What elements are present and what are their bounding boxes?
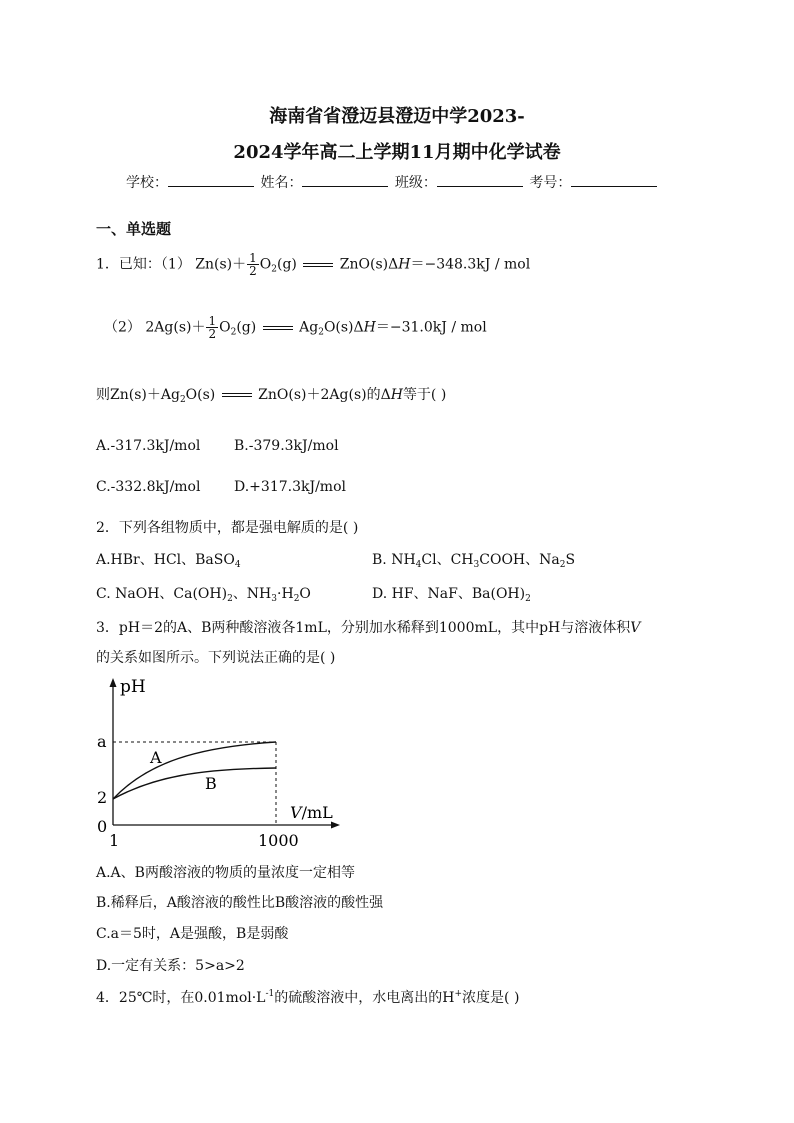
q3-option-b[interactable]: B.稀释后，A酸溶液的酸性比B酸溶液的酸性强 <box>96 895 384 911</box>
q1-option-d[interactable]: D.+317.3kJ/mol <box>234 479 346 495</box>
equals-arrow <box>303 263 333 267</box>
school-label: 学校： <box>126 175 168 191</box>
x-tick-1000: 1000 <box>258 831 299 850</box>
q1-option-c[interactable]: C.-332.8kJ/mol <box>96 479 201 495</box>
name-blank[interactable] <box>302 172 388 187</box>
school-blank[interactable] <box>168 172 254 187</box>
q1-question: 则$Zn(s)+Ag_2O(s)$ ZnO(s)＋2Ag(s)的ΔH等于( ) <box>96 387 447 405</box>
q1-option-a[interactable]: A.-317.3kJ/mol <box>96 438 201 454</box>
q2-option-b[interactable]: B. $NH_4Cl$、$CH_3COOH$、$Na_2S$ <box>372 552 576 570</box>
class-label: 班级： <box>394 175 437 191</box>
x-axis-label: V/mL <box>290 803 333 822</box>
class-blank[interactable] <box>437 172 523 187</box>
q2-option-a[interactable]: A.HBr、HCl、BaSO$_4$ <box>96 552 241 570</box>
q3-stem-line-2: 的关系如图所示。下列说法正确的是( ) <box>96 650 336 666</box>
q1-option-b[interactable]: B.-379.3kJ/mol <box>234 438 339 454</box>
q3-option-a[interactable]: A.A、B两酸溶液的物质的量浓度一定相等 <box>96 865 355 881</box>
q1-equation-1: 1．已知：（1） Zn(s)＋ $\frac{1}{2}$ $O_2(g)$ ZnO(s)ΔH＝−348.3kJ / mol <box>96 251 531 278</box>
y-tick-a: a <box>97 732 107 751</box>
name-label: 姓名： <box>260 175 303 191</box>
ph-volume-chart <box>88 672 348 852</box>
y-axis-arrow <box>110 678 117 687</box>
q2-stem: 2．下列各组物质中，都是强电解质的是( ) <box>96 520 359 536</box>
exam-no-blank[interactable] <box>571 172 657 187</box>
y-tick-0: 0 <box>97 817 108 836</box>
q2-option-c[interactable]: C. NaOH、$Ca(OH)_2$、$NH_3\cdot H_2O$ <box>96 586 311 604</box>
x-axis-arrow <box>331 822 340 829</box>
q3-option-d[interactable]: D.一定有关系：5>a>2 <box>96 958 245 974</box>
curve-b-label: B <box>205 774 217 793</box>
q1-equation-2: （2） 2Ag(s)＋ $\frac{1}{2}$ $O_2(g)$ $Ag_2O(s)\Delta H=-31.0kJ$ / mol <box>104 314 487 341</box>
exam-title-line-2: 2024学年高二上学期11月期中化学试卷 <box>233 142 561 163</box>
equals-arrow <box>263 326 293 330</box>
exam-title-line-1: 海南省省澄迈县澄迈中学2023- <box>269 106 525 127</box>
q3-stem-line-1: 3．pH＝2的A、B两种酸溶液各1mL，分别加水稀释到1000mL，其中pH与溶液体积V <box>96 620 641 636</box>
q2-option-d[interactable]: D. HF、NaF、$Ba(OH)_2$ <box>372 586 531 604</box>
exam-no-label: 考号： <box>529 175 572 191</box>
equals-arrow <box>222 393 252 397</box>
y-axis-label: pH <box>120 677 146 697</box>
x-tick-1: 1 <box>109 831 120 850</box>
section-heading: 一、单选题 <box>96 220 172 238</box>
student-info-row <box>126 172 659 192</box>
curve-b <box>113 768 276 799</box>
curve-a <box>113 742 276 799</box>
curve-a-label: A <box>150 748 162 767</box>
q3-option-c[interactable]: C.a＝5时，A是强酸，B是弱酸 <box>96 926 289 942</box>
y-tick-2: 2 <box>97 788 108 807</box>
q4-stem: 4．25℃时，在$0.01mol\cdot L^{-1}$的硫酸溶液中，水电离出的H+浓度是( ) <box>96 989 520 1006</box>
